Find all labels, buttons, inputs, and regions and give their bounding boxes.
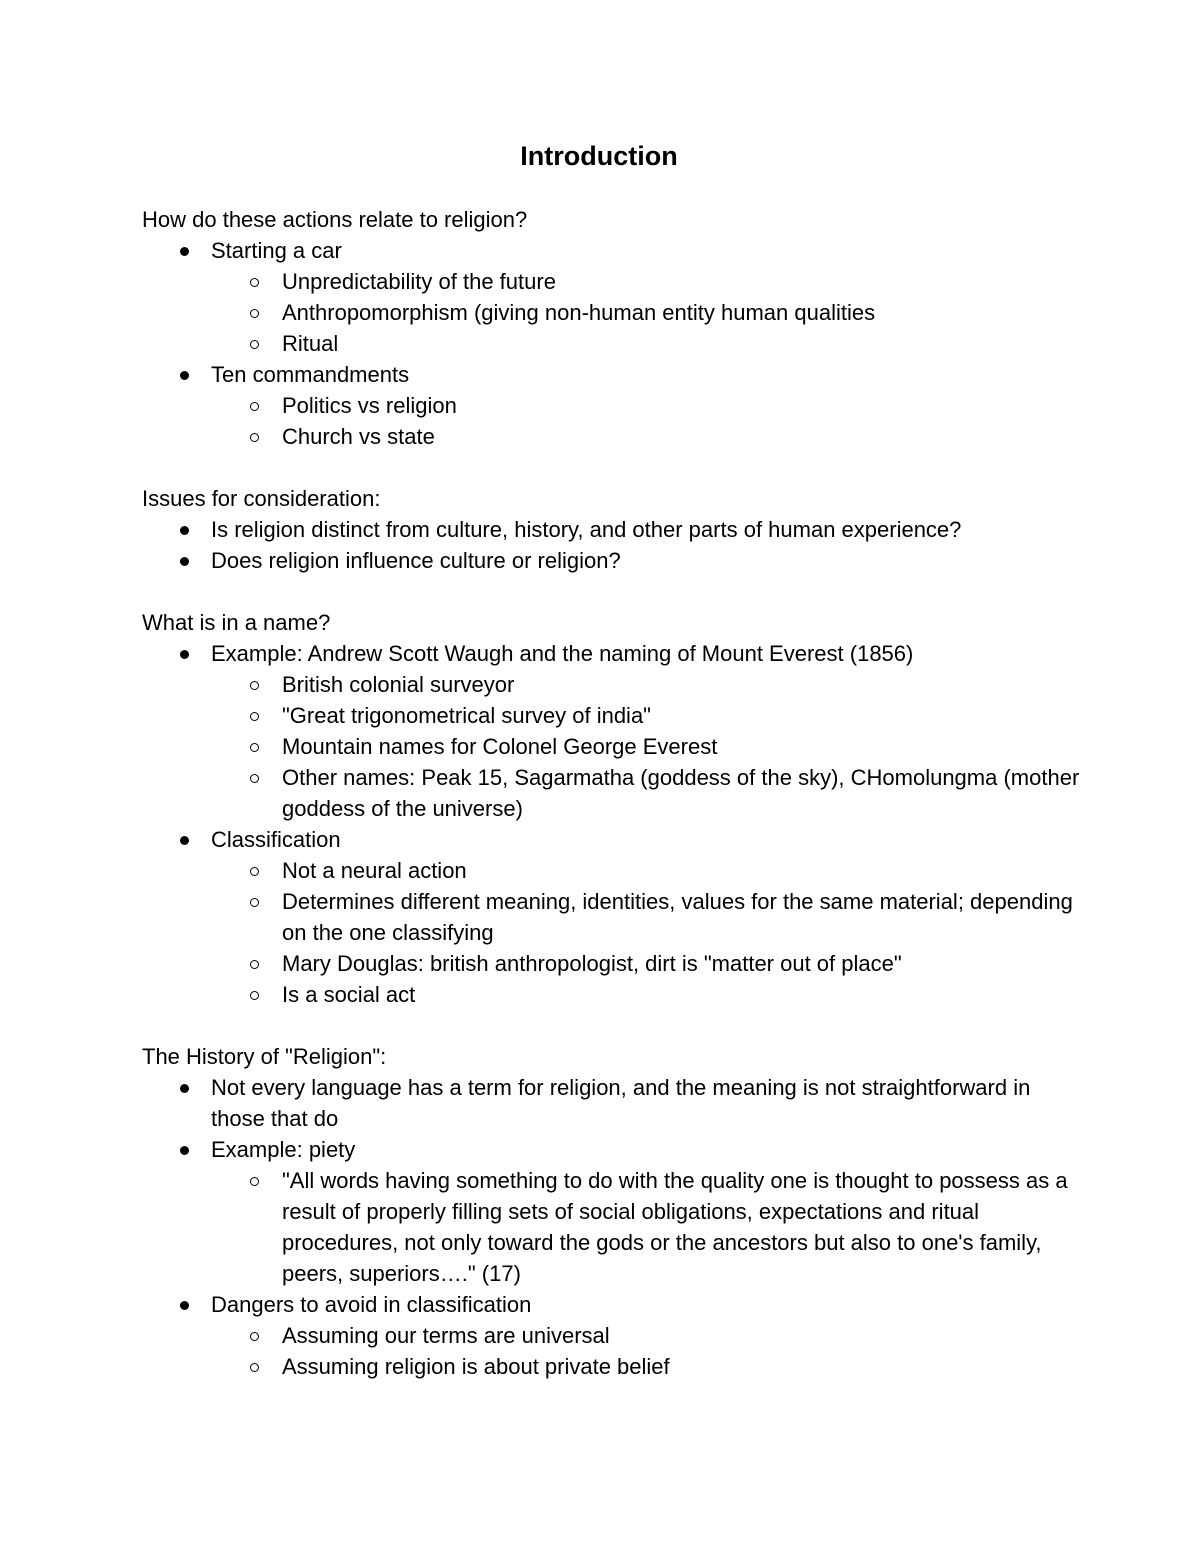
- sub-list-item: [142, 1351, 1082, 1382]
- list-item-text: Is religion distinct from culture, history, and other parts of human experience?: [211, 517, 962, 542]
- bullet-list: [142, 1072, 1082, 1382]
- filled-bullet-icon: [180, 557, 189, 566]
- sub-list-item: [142, 390, 1082, 421]
- filled-bullet-icon: [180, 1084, 189, 1093]
- hollow-bullet-icon: [250, 1332, 259, 1341]
- sub-list-item-text: British colonial surveyor: [282, 672, 515, 697]
- document-title: Introduction: [520, 141, 678, 171]
- hollow-bullet-icon: [250, 681, 259, 690]
- bullet-list: [142, 235, 1082, 452]
- sub-list-item-text: Mountain names for Colonel George Everest: [282, 734, 718, 759]
- sub-list-item: [142, 669, 1082, 700]
- list-item: [142, 1134, 1082, 1165]
- sub-list-item-text: Determines different meaning, identities, values for the same material; depending on the one classifying: [282, 889, 1073, 945]
- filled-bullet-icon: [180, 371, 189, 380]
- list-item: [142, 1289, 1082, 1320]
- hollow-bullet-icon: [250, 867, 259, 876]
- list-item-text: Dangers to avoid in classification: [211, 1292, 532, 1317]
- section-heading: The History of "Religion":: [142, 1044, 387, 1069]
- sub-list-item: [142, 328, 1082, 359]
- sub-list-item-text: Other names: Peak 15, Sagarmatha (goddess of the sky), CHomolungma (mother goddess of the universe): [282, 765, 1080, 821]
- hollow-bullet-icon: [250, 340, 259, 349]
- hollow-bullet-icon: [250, 991, 259, 1000]
- sub-list-item: [142, 886, 1082, 948]
- section-heading: Issues for consideration:: [142, 486, 381, 511]
- sub-list-item-text: Is a social act: [282, 982, 416, 1007]
- hollow-bullet-icon: [250, 898, 259, 907]
- list-item-text: Starting a car: [211, 238, 342, 263]
- sub-list-item: [142, 855, 1082, 886]
- list-item: [142, 514, 1082, 545]
- list-item-text: Example: piety: [211, 1137, 356, 1162]
- list-item: [142, 1072, 1082, 1134]
- filled-bullet-icon: [180, 526, 189, 535]
- filled-bullet-icon: [180, 836, 189, 845]
- filled-bullet-icon: [180, 1146, 189, 1155]
- hollow-bullet-icon: [250, 278, 259, 287]
- outline-section: [142, 483, 1082, 576]
- filled-bullet-icon: [180, 1301, 189, 1310]
- hollow-bullet-icon: [250, 774, 259, 783]
- list-item-text: Does religion influence culture or religion?: [211, 548, 621, 573]
- hollow-bullet-icon: [250, 402, 259, 411]
- sub-list-item-text: Anthropomorphism (giving non-human entity human qualities: [282, 300, 876, 325]
- list-item-text: Not every language has a term for religion, and the meaning is not straightforward in those that do: [211, 1075, 1031, 1131]
- sub-list-item: [142, 762, 1082, 824]
- hollow-bullet-icon: [250, 960, 259, 969]
- list-item: [142, 235, 1082, 266]
- outline-section: [142, 1041, 1082, 1382]
- sub-list-item: [142, 979, 1082, 1010]
- filled-bullet-icon: [180, 247, 189, 256]
- sub-list-item-text: Assuming religion is about private belief: [282, 1354, 670, 1379]
- list-item: [142, 638, 1082, 669]
- hollow-bullet-icon: [250, 1177, 259, 1186]
- list-item-text: Example: Andrew Scott Waugh and the naming of Mount Everest (1856): [211, 641, 914, 666]
- sub-list-item-text: Unpredictability of the future: [282, 269, 556, 294]
- hollow-bullet-icon: [250, 309, 259, 318]
- hollow-bullet-icon: [250, 743, 259, 752]
- sub-list-item: [142, 421, 1082, 452]
- sub-list-item-text: Assuming our terms are universal: [282, 1323, 610, 1348]
- bullet-list: [142, 638, 1082, 1010]
- sub-list-item: [142, 1165, 1082, 1289]
- sub-list-item-text: Politics vs religion: [282, 393, 457, 418]
- sub-list-item: [142, 948, 1082, 979]
- sub-list-item: [142, 297, 1082, 328]
- list-item: [142, 359, 1082, 390]
- list-item: [142, 545, 1082, 576]
- section-heading: What is in a name?: [142, 610, 331, 635]
- hollow-bullet-icon: [250, 433, 259, 442]
- sub-list-item-text: Ritual: [282, 331, 339, 356]
- sub-list-item-text: "Great trigonometrical survey of india": [282, 703, 651, 728]
- list-item-text: Ten commandments: [211, 362, 410, 387]
- sub-list-item: [142, 1320, 1082, 1351]
- list-item: [142, 824, 1082, 855]
- sub-list-item: [142, 700, 1082, 731]
- filled-bullet-icon: [180, 650, 189, 659]
- sub-list-item: [142, 731, 1082, 762]
- hollow-bullet-icon: [250, 712, 259, 721]
- sub-list-item-text: "All words having something to do with the quality one is thought to possess as a result of properly filling sets of social obligations, expectations and ritual procedures, not only toward the gods or the ancestors but also to one's family, peers, superiors…." (17): [282, 1168, 1068, 1286]
- bullet-list: [142, 514, 1082, 576]
- section-heading: How do these actions relate to religion?: [142, 207, 528, 232]
- list-item-text: Classification: [211, 827, 341, 852]
- hollow-bullet-icon: [250, 1363, 259, 1372]
- outline-section: [142, 204, 1082, 452]
- sub-list-item-text: Not a neural action: [282, 858, 467, 883]
- sub-list-item: [142, 266, 1082, 297]
- sub-list-item-text: Church vs state: [282, 424, 435, 449]
- document-body: [142, 204, 1082, 1382]
- sub-list-item-text: Mary Douglas: british anthropologist, dirt is "matter out of place": [282, 951, 902, 976]
- outline-section: [142, 607, 1082, 1010]
